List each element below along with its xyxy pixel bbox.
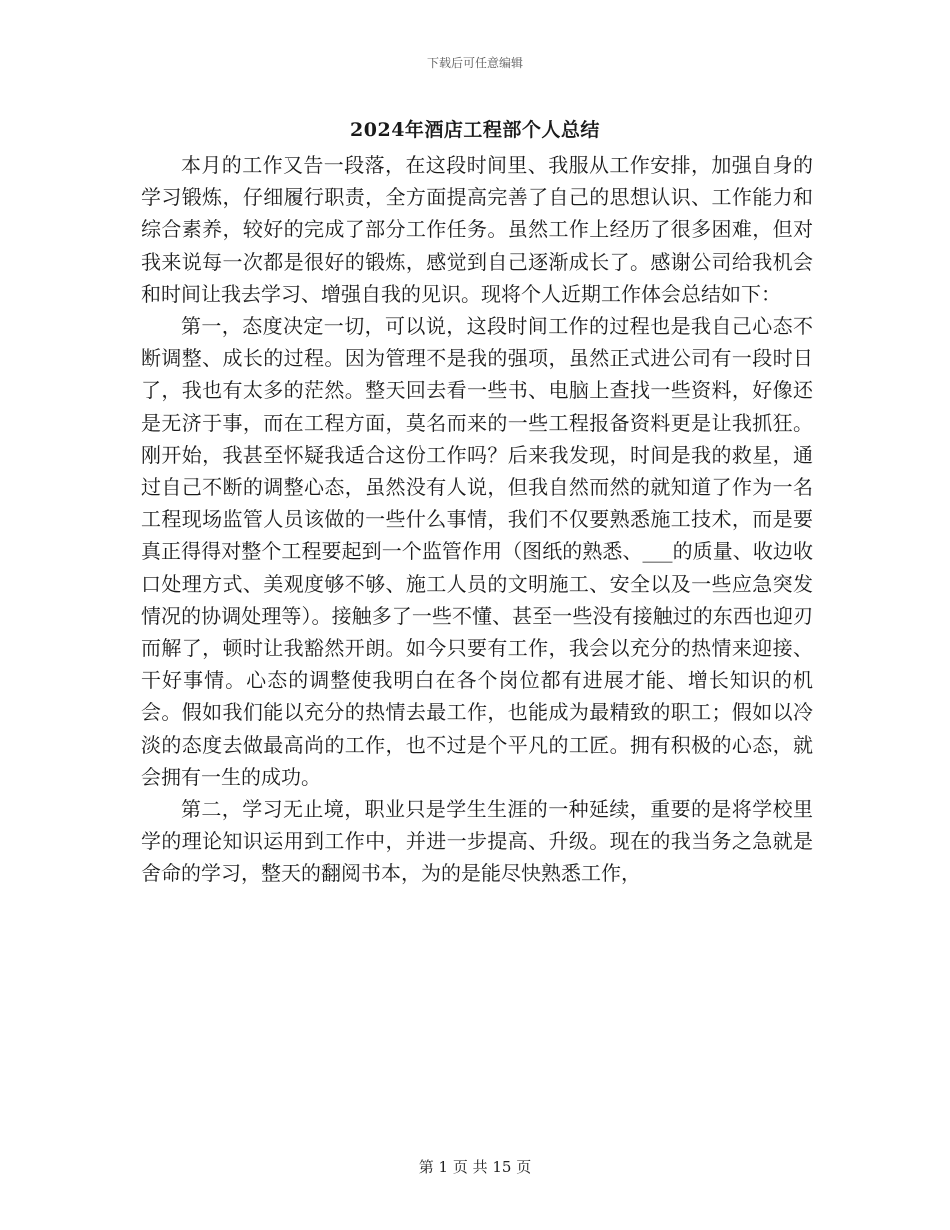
paragraph-intro: 本月的工作又告一段落，在这段时间里、我服从工作安排，加强自身的学习锻炼，仔细履行职责，全方面提高完善了自己的思想认识、工作能力和综合素养，较好的完成了部分工作任务。虽然工作上经历了很多困难，但对我来说每一次都是很好的锻炼，感觉到自己逐渐成长了。感谢公司给我机会和时间让我去学习、增强自我的见识。现将个人近期工作体会总结如下： bbox=[141, 153, 813, 306]
page-header-note: 下载后可任意编辑 bbox=[426, 56, 523, 70]
document-body bbox=[141, 149, 813, 890]
document-title: 2024年酒店工程部个人总结 bbox=[350, 119, 600, 141]
page-number: 第 1 页 共 15 页 bbox=[418, 1158, 532, 1176]
paragraph-attitude: 第一，态度决定一切，可以说，这段时间工作的过程也是我自己心态不断调整、成长的过程。因为管理不是我的强项，虽然正式进公司有一段时日了，我也有太多的茫然。整天回去看一些书、电脑上查找一些资料，好像还是无济于事，而在工程方面，莫名而来的一些工程报备资料更是让我抓狂。刚开始，我甚至怀疑我适合这份工作吗？后来我发现，时间是我的救星，通过自己不断的调整心态，虽然没有人说，但我自然而然的就知道了作为一名工程现场监管人员该做的一些什么事情，我们不仅要熟悉施工技术，而是要真正得得对整个工程要起到一个监管作用（图纸的熟悉、___的质量、收边收口处理方式、美观度够不够、施工人员的文明施工、安全以及一些应急突发情况的协调处理等）。接触多了一些不懂、甚至一些没有接触过的东西也迎刃而解了，顿时让我豁然开朗。如今只要有工作，我会以充分的热情来迎接、干好事情。心态的调整使我明白在各个岗位都有进展才能、增长知识的机会。假如我们能以充分的热情去最工作，也能成为最精致的职工；假如以冷淡的态度去做最高尚的工作，也不过是个平凡的工匠。拥有积极的心态，就会拥有一生的成功。 bbox=[141, 314, 813, 789]
paragraph-learning: 第二，学习无止境，职业只是学生生涯的一种延续，重要的是将学校里学的理论知识运用到工作中，并进一步提高、升级。现在的我当务之急就是舍命的学习，整天的翻阅书本，为的是能尽快熟悉工作， bbox=[141, 797, 813, 886]
